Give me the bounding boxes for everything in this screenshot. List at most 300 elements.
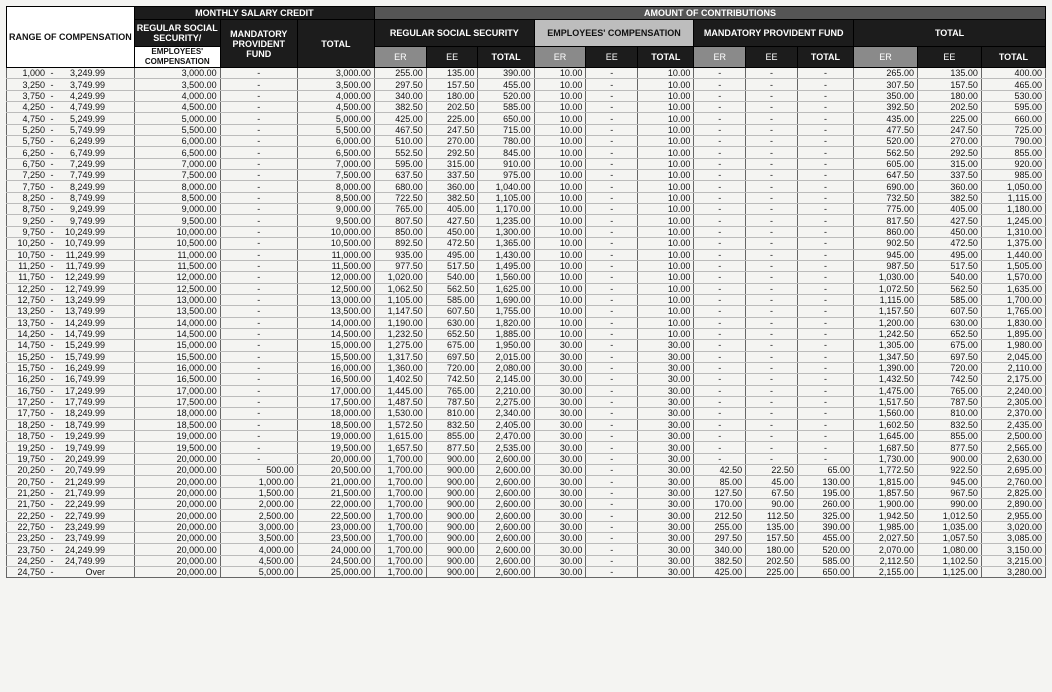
range-low: 10,250 (17, 238, 45, 249)
rss-er-cell: 637.50 (374, 170, 426, 181)
ec-ee-cell: - (586, 136, 638, 147)
mpf-ee-cell: - (746, 306, 798, 317)
msc-sss-cell: 10,500.00 (134, 238, 220, 249)
range-high: 10,749.99 (64, 238, 105, 249)
range-cell (7, 396, 135, 407)
rss-er-cell: 1,700.00 (374, 487, 426, 498)
msc-total-cell: 19,500.00 (297, 442, 374, 453)
ec-ee-cell: - (586, 328, 638, 339)
mpf-total-cell: - (797, 68, 853, 79)
total-ee-cell: 630.00 (917, 317, 981, 328)
rss-ee-cell: 900.00 (426, 555, 478, 566)
mpf-er-cell: - (694, 204, 746, 215)
msc-ec-header: EMPLOYEES' COMPENSATION (134, 47, 220, 68)
total-er-cell: 307.50 (854, 79, 918, 90)
range-low: 6,250 (22, 147, 45, 158)
msc-sss-cell: 11,500.00 (134, 260, 220, 271)
msc-sss-cell: 10,000.00 (134, 226, 220, 237)
range-separator: - (50, 510, 54, 521)
mpf-total-cell: - (797, 260, 853, 271)
ec-total-cell: 10.00 (638, 147, 694, 158)
msc-mpf-cell: - (220, 192, 297, 203)
table-row (7, 533, 1046, 544)
total-ee-cell: 1,012.50 (917, 510, 981, 521)
table-row (7, 181, 1046, 192)
ec-er-cell: 30.00 (534, 340, 586, 351)
range-low: 4,750 (22, 113, 45, 124)
range-high: 16,749.99 (64, 374, 105, 385)
ec-total-cell: 10.00 (638, 124, 694, 135)
range-low: 9,750 (22, 226, 45, 237)
range-high: 12,249.99 (64, 272, 105, 283)
range-cell (7, 431, 135, 442)
mpf-ee-cell: 90.00 (746, 499, 798, 510)
ec-er-cell: 30.00 (534, 487, 586, 498)
rss-ee-cell: 495.00 (426, 249, 478, 260)
range-low: 12,250 (17, 283, 45, 294)
mpf-er-cell: - (694, 215, 746, 226)
rss-ee-cell: 787.50 (426, 396, 478, 407)
rss-total-cell: 2,600.00 (478, 533, 534, 544)
range-cell (7, 158, 135, 169)
msc-mpf-cell: 1,000.00 (220, 476, 297, 487)
total-total-cell: 595.00 (981, 102, 1045, 113)
ec-er-cell: 10.00 (534, 317, 586, 328)
msc-total-cell: 7,500.00 (297, 170, 374, 181)
msc-sss-cell: 9,500.00 (134, 215, 220, 226)
mpf-er-cell: - (694, 419, 746, 430)
msc-sss-cell: 12,500.00 (134, 283, 220, 294)
rss-total-cell: 1,430.00 (478, 249, 534, 260)
rss-er-cell: 1,572.50 (374, 419, 426, 430)
rss-er-cell: 510.00 (374, 136, 426, 147)
rss-ee-cell: 900.00 (426, 544, 478, 555)
total-er-cell: 1,157.50 (854, 306, 918, 317)
msc-total-cell: 7,000.00 (297, 158, 374, 169)
table-row (7, 238, 1046, 249)
total-er-cell: 1,305.00 (854, 340, 918, 351)
mpf-er-cell: - (694, 283, 746, 294)
mpf-er-cell: - (694, 362, 746, 373)
rss-ee-cell: 900.00 (426, 499, 478, 510)
mpf-total-cell: - (797, 306, 853, 317)
msc-sss-cell: 5,000.00 (134, 113, 220, 124)
range-low: 11,750 (18, 272, 45, 283)
table-row (7, 90, 1046, 101)
ec-er-cell: 10.00 (534, 272, 586, 283)
ec-ee-cell: - (586, 181, 638, 192)
ec-total-cell: 10.00 (638, 79, 694, 90)
total-total-cell: 400.00 (981, 68, 1045, 79)
msc-sss-cell: 11,000.00 (134, 249, 220, 260)
mpf-total-cell: - (797, 419, 853, 430)
total-er-cell: 1,517.50 (854, 396, 918, 407)
total-er-cell: 1,815.00 (854, 476, 918, 487)
table-row (7, 68, 1046, 79)
ec-er-cell: 30.00 (534, 521, 586, 532)
total-total-cell: 1,050.00 (981, 181, 1045, 192)
msc-mpf-cell: - (220, 419, 297, 430)
ec-er-cell: 30.00 (534, 499, 586, 510)
rss-ee-cell: 427.50 (426, 215, 478, 226)
table-row (7, 226, 1046, 237)
msc-mpf-cell: - (220, 351, 297, 362)
mpf-ee-cell: - (746, 158, 798, 169)
range-separator: - (50, 306, 54, 317)
msc-sss-cell: 16,500.00 (134, 374, 220, 385)
rss-er-cell: 1,700.00 (374, 567, 426, 578)
mpf-total-cell: - (797, 249, 853, 260)
total-er-cell: 1,030.00 (854, 272, 918, 283)
mpf-ee-cell: - (746, 453, 798, 464)
msc-total-cell: 15,500.00 (297, 351, 374, 362)
range-high: 8,249.99 (69, 181, 105, 192)
range-low: 18,750 (17, 431, 45, 442)
table-row (7, 510, 1046, 521)
ec-er-cell: 10.00 (534, 136, 586, 147)
mpf-er-cell: - (694, 431, 746, 442)
rss-ee-cell: 382.50 (426, 192, 478, 203)
mpf-er-cell: - (694, 158, 746, 169)
range-high: 22,749.99 (64, 510, 105, 521)
rss-er-cell: 1,657.50 (374, 442, 426, 453)
total-ee-cell: 787.50 (917, 396, 981, 407)
table-row (7, 567, 1046, 578)
rss-ee-cell: 360.00 (426, 181, 478, 192)
ec-er-cell: 30.00 (534, 465, 586, 476)
ec-er-cell: 30.00 (534, 476, 586, 487)
range-separator: - (50, 192, 54, 203)
mpf-ee-cell: - (746, 249, 798, 260)
range-high: 23,749.99 (64, 533, 105, 544)
table-row (7, 170, 1046, 181)
msc-mpf-cell: 4,500.00 (220, 555, 297, 566)
mpf-total-cell: 390.00 (797, 521, 853, 532)
msc-sss-cell: 20,000.00 (134, 465, 220, 476)
mpf-er-cell: - (694, 317, 746, 328)
range-low: 5,750 (22, 136, 45, 147)
total-total-cell: 660.00 (981, 113, 1045, 124)
rss-er-cell: 850.00 (374, 226, 426, 237)
table-row (7, 555, 1046, 566)
ec-ee-cell: - (586, 521, 638, 532)
total-er-cell: 265.00 (854, 68, 918, 79)
ec-er-cell: 30.00 (534, 555, 586, 566)
total-ee-cell: 877.50 (917, 442, 981, 453)
msc-sss-cell: 15,000.00 (134, 340, 220, 351)
mpf-ee-cell: - (746, 340, 798, 351)
ec-total-cell: 30.00 (638, 544, 694, 555)
msc-sss-cell: 20,000.00 (134, 476, 220, 487)
ec-ee-cell: - (586, 158, 638, 169)
range-separator: - (50, 68, 54, 79)
mpf-total-cell: 325.00 (797, 510, 853, 521)
range-cell (7, 419, 135, 430)
ec-er-cell: 10.00 (534, 283, 586, 294)
ec-er-cell: 30.00 (534, 374, 586, 385)
contributions-header: AMOUNT OF CONTRIBUTIONS (374, 7, 1045, 20)
total-total-cell: 1,765.00 (981, 306, 1045, 317)
total-er-cell: 1,072.50 (854, 283, 918, 294)
msc-total-cell: 15,000.00 (297, 340, 374, 351)
msc-mpf-cell: 3,500.00 (220, 533, 297, 544)
range-low: 3,250 (22, 79, 45, 90)
range-cell (7, 510, 135, 521)
msc-mpf-cell: - (220, 431, 297, 442)
range-separator: - (50, 283, 54, 294)
msc-total-cell: 8,500.00 (297, 192, 374, 203)
ec-total-cell: 10.00 (638, 90, 694, 101)
rss-ee-cell: 270.00 (426, 136, 478, 147)
msc-total-cell: 11,500.00 (297, 260, 374, 271)
msc-total-cell: 24,500.00 (297, 555, 374, 566)
mpf-ee-cell: - (746, 294, 798, 305)
msc-sss-cell: 7,000.00 (134, 158, 220, 169)
mpf-header: MANDATORY PROVIDENT FUND (694, 20, 854, 47)
range-high: 14,749.99 (64, 329, 105, 340)
msc-mpf-cell: - (220, 272, 297, 283)
range-separator: - (50, 544, 54, 555)
mpf-ee-cell: 67.50 (746, 487, 798, 498)
range-separator: - (50, 136, 54, 147)
range-separator: - (50, 453, 54, 464)
msc-total-cell: 22,000.00 (297, 499, 374, 510)
table-body (7, 68, 1046, 578)
ec-ee-cell: - (586, 499, 638, 510)
total-er-cell: 1,560.00 (854, 408, 918, 419)
ec-ee-cell: - (586, 442, 638, 453)
total-total-cell: 1,635.00 (981, 283, 1045, 294)
rss-ee-cell: 135.00 (426, 68, 478, 79)
total-total-cell: 920.00 (981, 158, 1045, 169)
msc-sss-cell: 20,000.00 (134, 487, 220, 498)
msc-mpf-cell: - (220, 90, 297, 101)
table-row (7, 328, 1046, 339)
mpf-er-cell: 170.00 (694, 499, 746, 510)
mpf-total-cell: - (797, 226, 853, 237)
ec-er-cell: 10.00 (534, 170, 586, 181)
msc-sss-cell: 19,000.00 (134, 431, 220, 442)
rss-total-cell: 1,365.00 (478, 238, 534, 249)
mpf-er-cell: 42.50 (694, 465, 746, 476)
total-ee-header: EE (917, 47, 981, 68)
table-row (7, 272, 1046, 283)
range-cell (7, 567, 135, 578)
range-cell (7, 68, 135, 79)
rss-er-cell: 1,700.00 (374, 476, 426, 487)
total-ee-cell: 540.00 (917, 272, 981, 283)
range-low: 20,250 (17, 465, 45, 476)
rss-ee-cell: 450.00 (426, 226, 478, 237)
ec-ee-cell: - (586, 510, 638, 521)
ec-total-cell: 10.00 (638, 283, 694, 294)
total-er-cell: 350.00 (854, 90, 918, 101)
msc-total-cell: 8,000.00 (297, 181, 374, 192)
contribution-table (6, 6, 1046, 578)
rss-ee-cell: 810.00 (426, 408, 478, 419)
ec-total-cell: 30.00 (638, 362, 694, 373)
mpf-total-cell: - (797, 442, 853, 453)
rss-total-cell: 1,170.00 (478, 204, 534, 215)
range-separator: - (50, 204, 54, 215)
range-cell (7, 226, 135, 237)
mpf-er-cell: - (694, 374, 746, 385)
ec-ee-cell: - (586, 396, 638, 407)
ec-total-cell: 10.00 (638, 317, 694, 328)
range-cell (7, 260, 135, 271)
rss-total-cell: 2,600.00 (478, 555, 534, 566)
range-cell (7, 408, 135, 419)
mpf-total-cell: - (797, 215, 853, 226)
rss-total-cell: 2,600.00 (478, 544, 534, 555)
msc-sss-cell: 7,500.00 (134, 170, 220, 181)
mpf-er-cell: - (694, 272, 746, 283)
ec-er-cell: 30.00 (534, 544, 586, 555)
ec-er-cell: 10.00 (534, 306, 586, 317)
range-cell (7, 102, 135, 113)
ec-ee-cell: - (586, 385, 638, 396)
range-separator: - (50, 102, 54, 113)
ec-er-cell: 30.00 (534, 396, 586, 407)
total-total-cell: 1,440.00 (981, 249, 1045, 260)
mpf-total-cell: - (797, 136, 853, 147)
range-high: 17,749.99 (64, 397, 105, 408)
rss-ee-cell: 900.00 (426, 533, 478, 544)
rss-ee-cell: 472.50 (426, 238, 478, 249)
total-er-cell: 435.00 (854, 113, 918, 124)
rss-ee-cell: 900.00 (426, 465, 478, 476)
total-total-cell: 985.00 (981, 170, 1045, 181)
mpf-ee-cell: - (746, 272, 798, 283)
table-row (7, 431, 1046, 442)
ec-total-cell: 30.00 (638, 487, 694, 498)
ec-total-cell: 30.00 (638, 385, 694, 396)
mpf-er-cell: 340.00 (694, 544, 746, 555)
ec-ee-cell: - (586, 555, 638, 566)
total-er-cell: 520.00 (854, 136, 918, 147)
range-separator: - (50, 487, 54, 498)
ec-total-cell: 30.00 (638, 476, 694, 487)
total-er-cell: 477.50 (854, 124, 918, 135)
rss-total-cell: 1,755.00 (478, 306, 534, 317)
table-row (7, 419, 1046, 430)
mpf-total-cell: - (797, 328, 853, 339)
msc-sss-cell: 20,000.00 (134, 510, 220, 521)
mpf-er-cell: - (694, 453, 746, 464)
rss-er-cell: 1,700.00 (374, 499, 426, 510)
msc-mpf-cell: - (220, 385, 297, 396)
mpf-er-cell: 297.50 (694, 533, 746, 544)
rss-total-cell: 2,600.00 (478, 521, 534, 532)
ec-ee-cell: - (586, 306, 638, 317)
grand-total-header: TOTAL (854, 20, 1046, 47)
total-total-cell: 2,695.00 (981, 465, 1045, 476)
msc-total-cell: 12,000.00 (297, 272, 374, 283)
ec-total-cell: 10.00 (638, 238, 694, 249)
total-ee-cell: 337.50 (917, 170, 981, 181)
rss-total-header: TOTAL (478, 47, 534, 68)
mpf-ee-cell: - (746, 90, 798, 101)
range-low: 14,750 (17, 340, 45, 351)
ec-ee-cell: - (586, 453, 638, 464)
total-ee-cell: 922.50 (917, 465, 981, 476)
msc-mpf-cell: - (220, 102, 297, 113)
ec-total-cell: 10.00 (638, 113, 694, 124)
total-ee-cell: 1,080.00 (917, 544, 981, 555)
msc-total-cell: 20,500.00 (297, 465, 374, 476)
msc-mpf-cell: - (220, 260, 297, 271)
mpf-ee-cell: - (746, 328, 798, 339)
total-er-cell: 1,942.50 (854, 510, 918, 521)
mpf-ee-cell: - (746, 283, 798, 294)
range-separator: - (50, 442, 54, 453)
total-er-cell: 1,390.00 (854, 362, 918, 373)
mpf-er-cell: - (694, 147, 746, 158)
ec-er-cell: 30.00 (534, 453, 586, 464)
range-cell (7, 453, 135, 464)
msc-sss-cell: 14,500.00 (134, 328, 220, 339)
table-row (7, 544, 1046, 555)
ec-header: EMPLOYEES' COMPENSATION (534, 20, 694, 47)
rss-ee-cell: 742.50 (426, 374, 478, 385)
msc-total-cell: 21,000.00 (297, 476, 374, 487)
range-cell (7, 170, 135, 181)
total-ee-cell: 1,125.00 (917, 567, 981, 578)
rss-ee-cell: 900.00 (426, 476, 478, 487)
total-ee-cell: 247.50 (917, 124, 981, 135)
ec-total-cell: 10.00 (638, 260, 694, 271)
mpf-ee-cell: 22.50 (746, 465, 798, 476)
total-total-cell: 3,020.00 (981, 521, 1045, 532)
mpf-er-cell: 212.50 (694, 510, 746, 521)
mpf-ee-cell: - (746, 362, 798, 373)
total-total-cell: 1,245.00 (981, 215, 1045, 226)
total-ee-cell: 1,035.00 (917, 521, 981, 532)
total-er-cell: 2,070.00 (854, 544, 918, 555)
total-total-cell: 2,760.00 (981, 476, 1045, 487)
ec-ee-cell: - (586, 431, 638, 442)
mpf-er-cell: 127.50 (694, 487, 746, 498)
ec-total-cell: 30.00 (638, 555, 694, 566)
msc-sss-cell: 14,000.00 (134, 317, 220, 328)
mpf-total-cell: - (797, 396, 853, 407)
ec-er-cell: 30.00 (534, 408, 586, 419)
msc-mpf-cell: 5,000.00 (220, 567, 297, 578)
total-er-cell: 1,645.00 (854, 431, 918, 442)
mpf-ee-cell: 157.50 (746, 533, 798, 544)
total-ee-cell: 360.00 (917, 181, 981, 192)
msc-sss-cell: 6,500.00 (134, 147, 220, 158)
msc-sss-cell: 4,500.00 (134, 102, 220, 113)
rss-total-cell: 1,950.00 (478, 340, 534, 351)
ec-ee-cell: - (586, 487, 638, 498)
msc-mpf-cell: - (220, 170, 297, 181)
rss-header: REGULAR SOCIAL SECURITY (374, 20, 534, 47)
mpf-ee-cell: - (746, 385, 798, 396)
mpf-er-cell: - (694, 306, 746, 317)
range-cell (7, 238, 135, 249)
mpf-total-cell: - (797, 362, 853, 373)
rss-er-header: ER (374, 47, 426, 68)
ec-total-cell: 10.00 (638, 170, 694, 181)
msc-total-cell: 23,000.00 (297, 521, 374, 532)
mpf-total-cell: 65.00 (797, 465, 853, 476)
msc-total-cell: 5,500.00 (297, 124, 374, 135)
range-separator: - (50, 226, 54, 237)
range-separator: - (50, 261, 54, 272)
mpf-er-cell: - (694, 396, 746, 407)
rss-er-cell: 467.50 (374, 124, 426, 135)
